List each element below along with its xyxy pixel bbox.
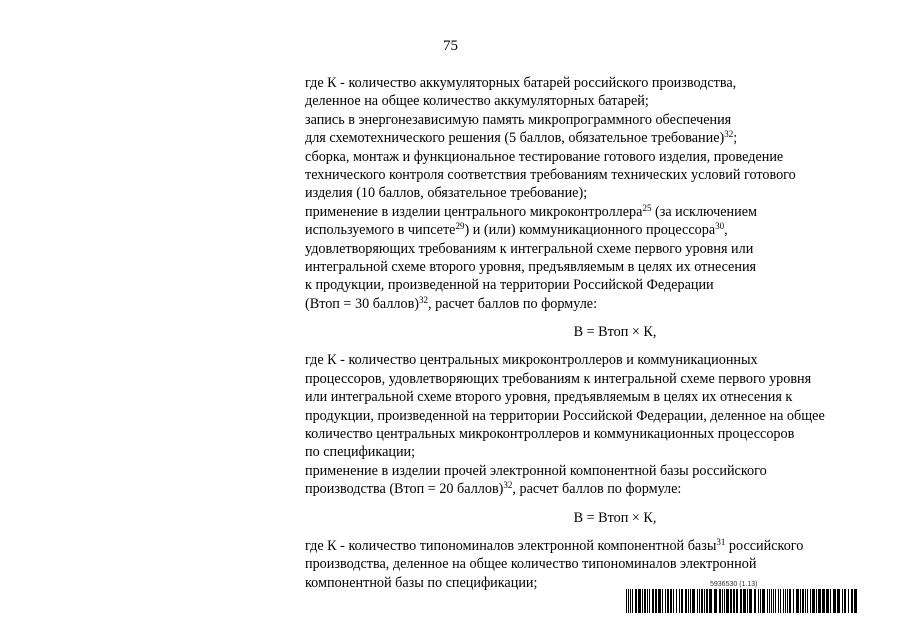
barcode-bar [822, 589, 825, 613]
barcode-bar [730, 589, 732, 613]
barcode-bar [802, 589, 804, 613]
barcode-bar [697, 589, 698, 613]
text-line: запись в энергонезависимую память микропрограммного обеспечения [305, 111, 732, 128]
barcode-bar [816, 589, 817, 613]
barcode-bar [758, 589, 759, 613]
text-line: применение в изделии прочей электронной компонентной базы российского [305, 462, 767, 479]
barcode-bar [626, 589, 627, 613]
barcode-bar [796, 589, 799, 613]
barcode-bar [807, 589, 808, 613]
text-line: (Втоп = 30 баллов)$^{32}$, расчет баллов по формуле: [305, 294, 598, 312]
barcode-bar [740, 589, 742, 613]
barcode-bar [679, 589, 680, 613]
barcode-bar [778, 589, 779, 613]
barcode-bar [771, 589, 772, 613]
barcode-bar [726, 589, 729, 613]
barcode-bar [685, 589, 687, 613]
barcode-bar [805, 589, 806, 613]
barcode-bar [767, 589, 768, 613]
barcode-bar [785, 589, 786, 613]
text-line: для схемотехнического решения (5 баллов, обязательное требование)$^{32}$; [305, 129, 738, 147]
barcode-bar [789, 589, 791, 613]
barcode-bar [844, 589, 846, 613]
barcode-bar [733, 589, 735, 613]
text-line: продукции, произведенной на территории Российской Федерации, деленное на общее [305, 407, 825, 424]
barcode-bar [775, 589, 776, 613]
barcode-bar [692, 589, 695, 613]
text-line: деленное на общее количество аккумуляторных батарей; [305, 93, 649, 110]
barcode-bar [649, 589, 650, 613]
barcode-bar [630, 589, 631, 613]
formula: В = Втоп × К, [573, 509, 657, 526]
barcode-bar [644, 589, 646, 613]
barcode-bar [652, 589, 654, 613]
text-line: процессоров, удовлетворяющих требованиям к интегральной схеме первого уровня [305, 370, 812, 387]
barcode-bar [681, 589, 683, 613]
barcode-bar [818, 589, 821, 613]
barcode-bar [655, 589, 657, 613]
barcode-label: 5936530 (1.13) [710, 581, 758, 588]
barcode-bar [647, 589, 648, 613]
text-line: производства (Втоп = 20 баллов)$^{32}$, расчет баллов по формуле: [305, 480, 682, 498]
barcode-bar [793, 589, 794, 613]
barcode-bar [662, 589, 663, 613]
text-line: изделия (10 баллов, обязательное требование); [305, 185, 588, 202]
barcode-bar [628, 589, 629, 613]
text-line: к продукции, произведенной на территории Российской Федерации [305, 277, 714, 294]
barcode-bar [665, 589, 666, 613]
barcode-bar [851, 589, 853, 613]
barcode-bar [736, 589, 738, 613]
text-line: используемого в чипсете$^{29}$) и (или) коммуникационного процессора$^{30}$, [305, 221, 728, 239]
barcode-bar [787, 589, 788, 613]
barcode-bar [762, 589, 765, 613]
barcode-image [626, 589, 858, 613]
barcode-bar [676, 589, 677, 613]
barcode-bar [810, 589, 811, 613]
barcode-bar [783, 589, 784, 613]
barcode-bar [704, 589, 705, 613]
text-line: где К - количество аккумуляторных батарей российского производства, [305, 75, 737, 91]
barcode-bar [769, 589, 770, 613]
barcode-bar [837, 589, 840, 613]
barcode-bar [638, 589, 641, 613]
barcode-bar [658, 589, 661, 613]
barcode-bar [688, 589, 689, 613]
text-line: удовлетворяющих требованиям к интегральной схеме первого уровня или [305, 240, 754, 257]
barcode-bar [830, 589, 831, 613]
barcode-bar [642, 589, 643, 613]
barcode-bar [670, 589, 672, 613]
barcode-bar [635, 589, 637, 613]
barcode-bar [673, 589, 674, 613]
barcode-bar [800, 589, 801, 613]
barcode-bar [754, 589, 756, 613]
barcode-bar [699, 589, 700, 613]
barcode-bar [749, 589, 752, 613]
barcode-bar [714, 589, 717, 613]
text-line: производства, деленное на общее количество типономиналов электронной [305, 556, 757, 573]
text-line: технического контроля соответствия требованиям технических условий готового [305, 166, 796, 183]
barcode-bar [760, 589, 761, 613]
barcode-bar [743, 589, 746, 613]
barcode-bar [780, 589, 781, 613]
barcode-bar [719, 589, 721, 613]
barcode-bar [854, 589, 857, 613]
barcode-bar [773, 589, 774, 613]
barcode-bar [826, 589, 829, 613]
barcode-bar [747, 589, 748, 613]
text-line: интегральной схеме второго уровня, предъявляемым в целях их отнесения [305, 258, 757, 275]
document-body [305, 74, 875, 592]
barcode-bar [812, 589, 815, 613]
barcode-bar [690, 589, 691, 613]
text-line: или интегральной схеме второго уровня, предъявляемым в целях их отнесения к [305, 389, 793, 406]
barcode-bar [632, 589, 633, 613]
text-line: сборка, монтаж и функциональное тестирование готового изделия, проведение [305, 148, 784, 165]
text-line: применение в изделии центрального микроконтроллера$^{25}$ (за исключением [305, 202, 757, 220]
barcode-bar [706, 589, 708, 613]
barcode-bar [709, 589, 712, 613]
barcode-bar [724, 589, 725, 613]
barcode-bar [842, 589, 843, 613]
page-number: 75 [443, 38, 458, 54]
text-line: где К - количество центральных микроконтроллеров и коммуникационных [305, 352, 758, 369]
text-line: по спецификации; [305, 444, 416, 461]
barcode-bar [667, 589, 669, 613]
formula: В = Втоп × К, [573, 324, 657, 341]
text-line: компонентной базы по спецификации; [305, 574, 538, 591]
barcode-bar [722, 589, 723, 613]
text-line: количество центральных микроконтроллеров и коммуникационных процессоров [305, 426, 795, 443]
barcode-bar [848, 589, 849, 613]
text-line: где К - количество типономиналов электронной компонентной базы$^{31}$ российского [305, 536, 804, 554]
barcode-bar [833, 589, 836, 613]
barcode-bar [701, 589, 703, 613]
